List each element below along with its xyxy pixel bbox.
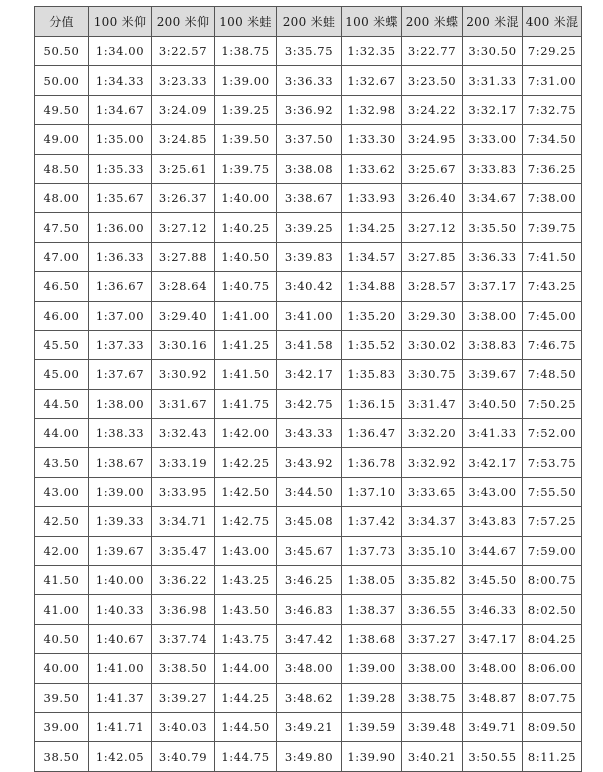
time-cell: 7:32.75 — [523, 95, 582, 124]
time-cell: 3:29.40 — [152, 301, 215, 330]
score-cell: 43.50 — [35, 448, 89, 477]
time-cell: 3:37.17 — [463, 272, 523, 301]
time-cell: 1:36.78 — [342, 448, 402, 477]
score-cell: 43.00 — [35, 477, 89, 506]
time-cell: 3:47.17 — [463, 624, 523, 653]
time-cell: 3:39.25 — [277, 213, 342, 242]
time-cell: 3:48.62 — [277, 683, 342, 712]
time-cell: 1:40.67 — [89, 624, 152, 653]
time-cell: 1:42.00 — [215, 419, 277, 448]
time-cell: 3:25.61 — [152, 154, 215, 183]
table-row — [35, 95, 582, 124]
time-cell: 3:26.40 — [402, 183, 463, 212]
score-cell: 47.00 — [35, 242, 89, 271]
time-cell: 3:28.64 — [152, 272, 215, 301]
time-cell: 7:34.50 — [523, 125, 582, 154]
table-row — [35, 66, 582, 95]
score-cell: 42.00 — [35, 536, 89, 565]
time-cell: 1:38.67 — [89, 448, 152, 477]
time-cell: 3:22.57 — [152, 37, 215, 66]
time-cell: 3:34.67 — [463, 183, 523, 212]
time-cell: 3:44.67 — [463, 536, 523, 565]
time-cell: 1:39.67 — [89, 536, 152, 565]
time-cell: 1:39.90 — [342, 742, 402, 771]
table-row — [35, 654, 582, 683]
table-row — [35, 448, 582, 477]
time-cell: 1:41.00 — [89, 654, 152, 683]
time-cell: 8:09.50 — [523, 712, 582, 741]
time-cell: 1:39.00 — [89, 477, 152, 506]
time-cell: 3:38.00 — [463, 301, 523, 330]
table-row — [35, 712, 582, 741]
time-cell: 3:36.33 — [277, 66, 342, 95]
time-cell: 1:36.33 — [89, 242, 152, 271]
time-cell: 3:48.00 — [277, 654, 342, 683]
time-cell: 3:49.80 — [277, 742, 342, 771]
time-cell: 3:45.50 — [463, 566, 523, 595]
time-cell: 1:37.33 — [89, 330, 152, 359]
time-cell: 3:43.00 — [463, 477, 523, 506]
time-cell: 3:24.85 — [152, 125, 215, 154]
time-cell: 1:34.67 — [89, 95, 152, 124]
time-cell: 1:40.00 — [215, 183, 277, 212]
time-cell: 3:38.83 — [463, 330, 523, 359]
time-cell: 3:50.55 — [463, 742, 523, 771]
table-row — [35, 330, 582, 359]
score-cell: 39.50 — [35, 683, 89, 712]
time-cell: 3:30.75 — [402, 360, 463, 389]
column-header: 200 米仰 — [152, 7, 215, 37]
time-cell: 3:31.33 — [463, 66, 523, 95]
time-cell: 3:39.67 — [463, 360, 523, 389]
score-cell: 44.50 — [35, 389, 89, 418]
time-cell: 3:41.33 — [463, 419, 523, 448]
time-cell: 1:36.15 — [342, 389, 402, 418]
time-cell: 3:33.95 — [152, 477, 215, 506]
time-cell: 1:35.00 — [89, 125, 152, 154]
column-header: 400 米混 — [523, 7, 582, 37]
time-cell: 1:39.75 — [215, 154, 277, 183]
time-cell: 1:42.25 — [215, 448, 277, 477]
time-cell: 3:25.67 — [402, 154, 463, 183]
time-cell: 1:37.67 — [89, 360, 152, 389]
time-cell: 3:28.57 — [402, 272, 463, 301]
time-cell: 3:40.50 — [463, 389, 523, 418]
time-cell: 1:38.37 — [342, 595, 402, 624]
time-cell: 3:35.50 — [463, 213, 523, 242]
time-cell: 8:04.25 — [523, 624, 582, 653]
time-cell: 3:32.92 — [402, 448, 463, 477]
time-cell: 3:30.92 — [152, 360, 215, 389]
time-cell: 1:32.98 — [342, 95, 402, 124]
time-cell: 3:42.17 — [277, 360, 342, 389]
time-cell: 1:35.20 — [342, 301, 402, 330]
score-cell: 50.00 — [35, 66, 89, 95]
time-cell: 3:24.95 — [402, 125, 463, 154]
time-cell: 1:44.00 — [215, 654, 277, 683]
time-cell: 7:59.00 — [523, 536, 582, 565]
time-cell: 1:38.33 — [89, 419, 152, 448]
time-cell: 3:35.75 — [277, 37, 342, 66]
score-table — [34, 6, 582, 772]
time-cell: 1:41.75 — [215, 389, 277, 418]
time-cell: 1:39.59 — [342, 712, 402, 741]
table-row — [35, 37, 582, 66]
score-cell: 41.50 — [35, 566, 89, 595]
time-cell: 1:43.25 — [215, 566, 277, 595]
time-cell: 3:38.75 — [402, 683, 463, 712]
time-cell: 1:40.33 — [89, 595, 152, 624]
score-cell: 46.50 — [35, 272, 89, 301]
time-cell: 1:44.25 — [215, 683, 277, 712]
time-cell: 3:32.20 — [402, 419, 463, 448]
time-cell: 3:35.10 — [402, 536, 463, 565]
time-cell: 3:36.98 — [152, 595, 215, 624]
time-cell: 3:24.22 — [402, 95, 463, 124]
column-header: 100 米蛙 — [215, 7, 277, 37]
score-cell: 41.00 — [35, 595, 89, 624]
table-row — [35, 301, 582, 330]
time-cell: 7:38.00 — [523, 183, 582, 212]
time-cell: 7:41.50 — [523, 242, 582, 271]
time-cell: 1:38.68 — [342, 624, 402, 653]
time-cell: 3:37.27 — [402, 624, 463, 653]
time-cell: 1:35.83 — [342, 360, 402, 389]
time-cell: 3:39.48 — [402, 712, 463, 741]
time-cell: 7:29.25 — [523, 37, 582, 66]
time-cell: 8:07.75 — [523, 683, 582, 712]
time-cell: 3:36.55 — [402, 595, 463, 624]
time-cell: 3:38.50 — [152, 654, 215, 683]
time-cell: 1:39.33 — [89, 507, 152, 536]
time-cell: 7:31.00 — [523, 66, 582, 95]
time-cell: 3:43.83 — [463, 507, 523, 536]
time-cell: 3:40.79 — [152, 742, 215, 771]
table-row — [35, 507, 582, 536]
time-cell: 1:39.25 — [215, 95, 277, 124]
time-cell: 1:32.67 — [342, 66, 402, 95]
time-cell: 3:32.43 — [152, 419, 215, 448]
time-cell: 1:42.05 — [89, 742, 152, 771]
score-cell: 49.50 — [35, 95, 89, 124]
time-cell: 1:35.33 — [89, 154, 152, 183]
table-row — [35, 272, 582, 301]
time-cell: 1:43.00 — [215, 536, 277, 565]
time-cell: 3:46.25 — [277, 566, 342, 595]
time-cell: 7:39.75 — [523, 213, 582, 242]
table-row — [35, 213, 582, 242]
table-row — [35, 242, 582, 271]
time-cell: 1:33.62 — [342, 154, 402, 183]
table-row — [35, 536, 582, 565]
time-cell: 1:39.00 — [342, 654, 402, 683]
time-cell: 3:32.17 — [463, 95, 523, 124]
time-cell: 8:02.50 — [523, 595, 582, 624]
time-cell: 1:34.88 — [342, 272, 402, 301]
score-cell: 44.00 — [35, 419, 89, 448]
time-cell: 3:36.92 — [277, 95, 342, 124]
time-cell: 1:43.75 — [215, 624, 277, 653]
time-cell: 1:34.25 — [342, 213, 402, 242]
time-cell: 7:55.50 — [523, 477, 582, 506]
time-cell: 1:43.50 — [215, 595, 277, 624]
time-cell: 1:32.35 — [342, 37, 402, 66]
time-cell: 3:49.71 — [463, 712, 523, 741]
table-row — [35, 125, 582, 154]
time-cell: 1:40.00 — [89, 566, 152, 595]
table-row — [35, 154, 582, 183]
column-header: 100 米蝶 — [342, 7, 402, 37]
time-cell: 3:34.71 — [152, 507, 215, 536]
time-cell: 1:34.00 — [89, 37, 152, 66]
time-cell: 1:36.47 — [342, 419, 402, 448]
score-cell: 38.50 — [35, 742, 89, 771]
score-cell: 45.50 — [35, 330, 89, 359]
time-cell: 1:44.75 — [215, 742, 277, 771]
score-table-container — [34, 6, 581, 764]
time-cell: 7:57.25 — [523, 507, 582, 536]
header-row — [35, 7, 582, 37]
time-cell: 1:41.37 — [89, 683, 152, 712]
time-cell: 7:50.25 — [523, 389, 582, 418]
time-cell: 3:48.87 — [463, 683, 523, 712]
score-cell: 39.00 — [35, 712, 89, 741]
time-cell: 3:30.50 — [463, 37, 523, 66]
time-cell: 3:33.00 — [463, 125, 523, 154]
score-cell: 50.50 — [35, 37, 89, 66]
column-header: 分值 — [35, 7, 89, 37]
time-cell: 3:44.50 — [277, 477, 342, 506]
time-cell: 3:33.83 — [463, 154, 523, 183]
time-cell: 1:36.67 — [89, 272, 152, 301]
column-header: 100 米仰 — [89, 7, 152, 37]
time-cell: 1:41.00 — [215, 301, 277, 330]
time-cell: 3:36.33 — [463, 242, 523, 271]
time-cell: 3:38.00 — [402, 654, 463, 683]
table-row — [35, 683, 582, 712]
time-cell: 1:41.71 — [89, 712, 152, 741]
time-cell: 1:37.00 — [89, 301, 152, 330]
time-cell: 1:35.52 — [342, 330, 402, 359]
time-cell: 3:38.67 — [277, 183, 342, 212]
time-cell: 1:37.42 — [342, 507, 402, 536]
time-cell: 3:49.21 — [277, 712, 342, 741]
score-cell: 40.00 — [35, 654, 89, 683]
time-cell: 3:47.42 — [277, 624, 342, 653]
time-cell: 1:33.93 — [342, 183, 402, 212]
time-cell: 3:45.08 — [277, 507, 342, 536]
time-cell: 3:45.67 — [277, 536, 342, 565]
time-cell: 1:34.33 — [89, 66, 152, 95]
time-cell: 1:35.67 — [89, 183, 152, 212]
time-cell: 7:43.25 — [523, 272, 582, 301]
time-cell: 3:43.92 — [277, 448, 342, 477]
time-cell: 3:42.17 — [463, 448, 523, 477]
time-cell: 1:37.73 — [342, 536, 402, 565]
time-cell: 8:00.75 — [523, 566, 582, 595]
time-cell: 3:41.00 — [277, 301, 342, 330]
time-cell: 7:45.00 — [523, 301, 582, 330]
time-cell: 3:27.12 — [152, 213, 215, 242]
time-cell: 1:33.30 — [342, 125, 402, 154]
table-row — [35, 389, 582, 418]
time-cell: 3:30.02 — [402, 330, 463, 359]
time-cell: 1:41.50 — [215, 360, 277, 389]
time-cell: 3:41.58 — [277, 330, 342, 359]
score-cell: 42.50 — [35, 507, 89, 536]
column-header: 200 米混 — [463, 7, 523, 37]
time-cell: 3:27.85 — [402, 242, 463, 271]
time-cell: 3:39.27 — [152, 683, 215, 712]
time-cell: 3:42.75 — [277, 389, 342, 418]
time-cell: 1:40.25 — [215, 213, 277, 242]
time-cell: 3:37.74 — [152, 624, 215, 653]
time-cell: 3:30.16 — [152, 330, 215, 359]
time-cell: 7:46.75 — [523, 330, 582, 359]
time-cell: 3:43.33 — [277, 419, 342, 448]
time-cell: 8:06.00 — [523, 654, 582, 683]
time-cell: 3:36.22 — [152, 566, 215, 595]
time-cell: 1:38.00 — [89, 389, 152, 418]
time-cell: 1:40.50 — [215, 242, 277, 271]
time-cell: 3:33.65 — [402, 477, 463, 506]
time-cell: 1:34.57 — [342, 242, 402, 271]
time-cell: 1:38.75 — [215, 37, 277, 66]
time-cell: 3:37.50 — [277, 125, 342, 154]
table-row — [35, 360, 582, 389]
time-cell: 3:31.47 — [402, 389, 463, 418]
time-cell: 3:22.77 — [402, 37, 463, 66]
time-cell: 1:40.75 — [215, 272, 277, 301]
table-row — [35, 183, 582, 212]
time-cell: 3:38.08 — [277, 154, 342, 183]
time-cell: 1:39.28 — [342, 683, 402, 712]
table-body — [35, 37, 582, 772]
time-cell: 3:27.12 — [402, 213, 463, 242]
time-cell: 3:23.33 — [152, 66, 215, 95]
column-header: 200 米蛙 — [277, 7, 342, 37]
time-cell: 1:44.50 — [215, 712, 277, 741]
time-cell: 3:48.00 — [463, 654, 523, 683]
time-cell: 3:40.42 — [277, 272, 342, 301]
table-row — [35, 595, 582, 624]
time-cell: 3:24.09 — [152, 95, 215, 124]
time-cell: 1:38.05 — [342, 566, 402, 595]
table-row — [35, 742, 582, 771]
time-cell: 1:36.00 — [89, 213, 152, 242]
time-cell: 1:39.50 — [215, 125, 277, 154]
time-cell: 3:40.03 — [152, 712, 215, 741]
column-header: 200 米蝶 — [402, 7, 463, 37]
time-cell: 1:41.25 — [215, 330, 277, 359]
time-cell: 3:23.50 — [402, 66, 463, 95]
time-cell: 8:11.25 — [523, 742, 582, 771]
time-cell: 3:31.67 — [152, 389, 215, 418]
time-cell: 7:52.00 — [523, 419, 582, 448]
time-cell: 3:26.37 — [152, 183, 215, 212]
time-cell: 1:39.00 — [215, 66, 277, 95]
time-cell: 7:36.25 — [523, 154, 582, 183]
score-cell: 46.00 — [35, 301, 89, 330]
score-cell: 45.00 — [35, 360, 89, 389]
score-cell: 47.50 — [35, 213, 89, 242]
time-cell: 3:39.83 — [277, 242, 342, 271]
time-cell: 3:33.19 — [152, 448, 215, 477]
time-cell: 3:40.21 — [402, 742, 463, 771]
time-cell: 3:35.82 — [402, 566, 463, 595]
time-cell: 3:29.30 — [402, 301, 463, 330]
score-cell: 49.00 — [35, 125, 89, 154]
time-cell: 1:42.75 — [215, 507, 277, 536]
score-cell: 48.00 — [35, 183, 89, 212]
table-row — [35, 419, 582, 448]
time-cell: 1:42.50 — [215, 477, 277, 506]
score-cell: 40.50 — [35, 624, 89, 653]
time-cell: 7:48.50 — [523, 360, 582, 389]
time-cell: 3:27.88 — [152, 242, 215, 271]
time-cell: 3:34.37 — [402, 507, 463, 536]
table-header — [35, 7, 582, 37]
table-row — [35, 566, 582, 595]
table-row — [35, 624, 582, 653]
time-cell: 1:37.10 — [342, 477, 402, 506]
time-cell: 7:53.75 — [523, 448, 582, 477]
time-cell: 3:46.83 — [277, 595, 342, 624]
time-cell: 3:46.33 — [463, 595, 523, 624]
time-cell: 3:35.47 — [152, 536, 215, 565]
table-row — [35, 477, 582, 506]
score-cell: 48.50 — [35, 154, 89, 183]
